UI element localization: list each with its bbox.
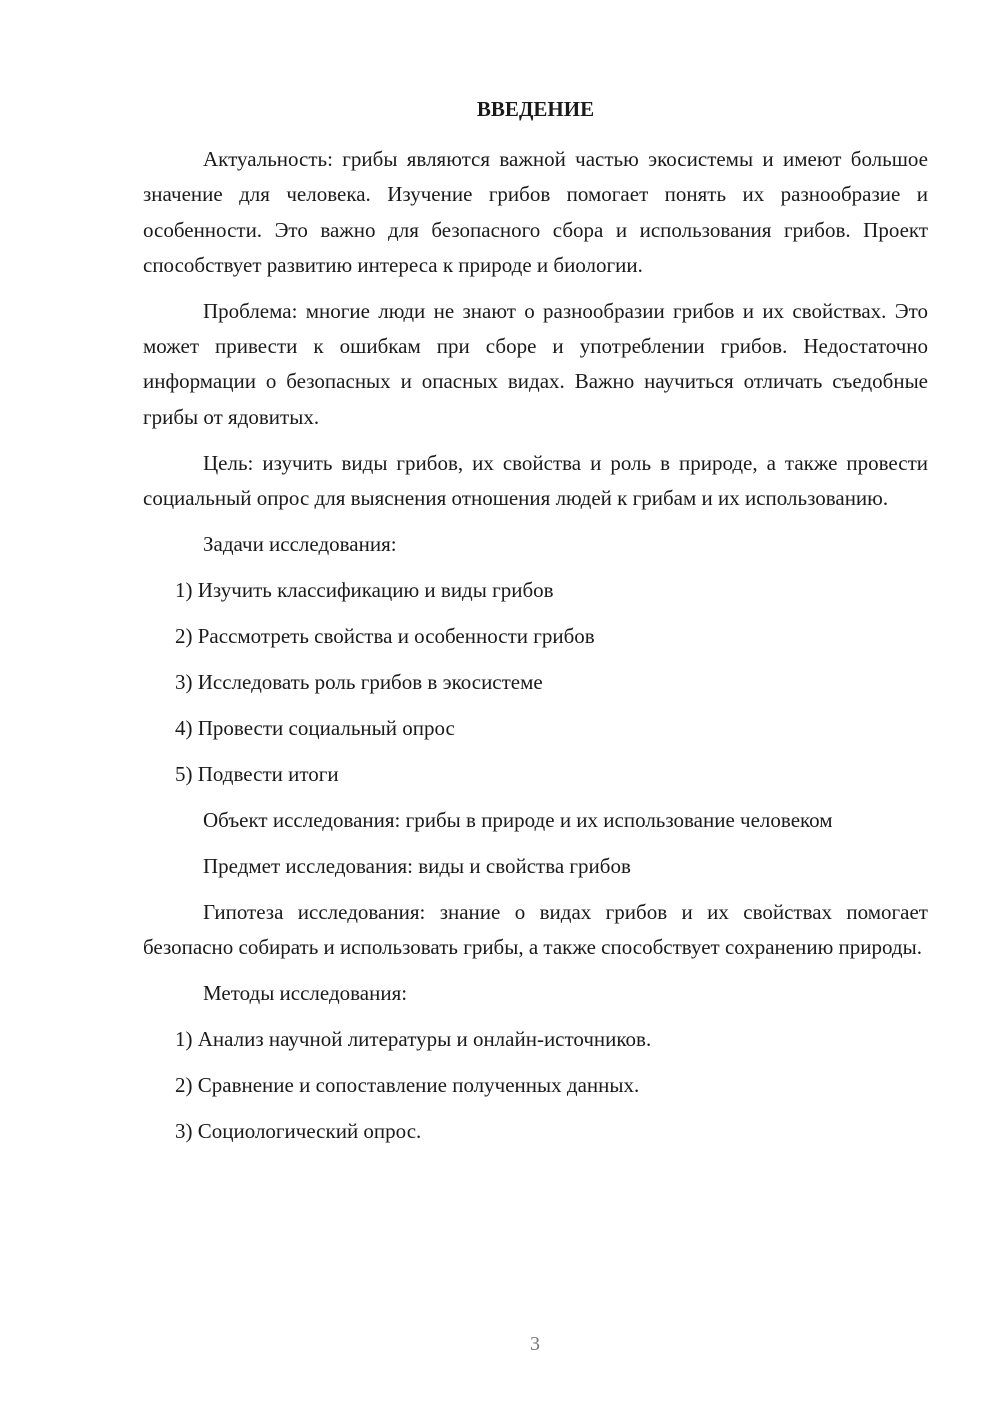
task-item: 4) Провести социальный опрос [175, 715, 455, 740]
methods-heading: Методы исследования: [203, 981, 408, 1006]
method-item: 2) Сравнение и сопоставление полученных данных. [175, 1073, 640, 1098]
method-item: 1) Анализ научной литературы и онлайн-источников. [175, 1027, 652, 1052]
goal-paragraph: Цель: изучить виды грибов, их свойства и роль в природе, а также провести социальный опрос для выяснения отношения людей к грибам и их использованию. [143, 450, 928, 511]
object-paragraph: Объект исследования: грибы в природе и их использование человеком [203, 807, 833, 832]
task-item: 5) Подвести итоги [175, 761, 339, 786]
section-title: ВВЕДЕНИЕ [476, 97, 595, 121]
task-item: 3) Исследовать роль грибов в экосистеме [175, 669, 543, 694]
tasks-heading: Задачи исследования: [203, 532, 397, 557]
relevance-paragraph: Актуальность: грибы являются важной частью экосистемы и имеют большое значение для человека. Изучение грибов помогает понять их разнообразие и особенности. Это важно для безопасного сбора и использования грибов. Проект способствует развитию интереса к природе и биологии. [143, 147, 928, 277]
task-item: 2) Рассмотреть свойства и особенности грибов [175, 624, 595, 648]
problem-paragraph: Проблема: многие люди не знают о разнообразии грибов и их свойствах. Это может привести к ошибкам при сборе и употреблении грибов. Недостаточно информации о безопасных и опасных видах. Важно научиться отличать съедобные грибы от ядовитых. [143, 298, 928, 429]
document-page [143, 92, 928, 1160]
task-item: 1) Изучить классификацию и виды грибов [175, 578, 554, 603]
subject-paragraph: Предмет исследования: виды и свойства грибов [203, 853, 631, 878]
page-number: 3 [530, 1333, 540, 1355]
method-item: 3) Социологический опрос. [175, 1119, 422, 1144]
hypothesis-paragraph: Гипотеза исследования: знание о видах грибов и их свойствах помогает безопасно собирать и использовать грибы, а также способствует сохранению природы. [143, 899, 928, 960]
